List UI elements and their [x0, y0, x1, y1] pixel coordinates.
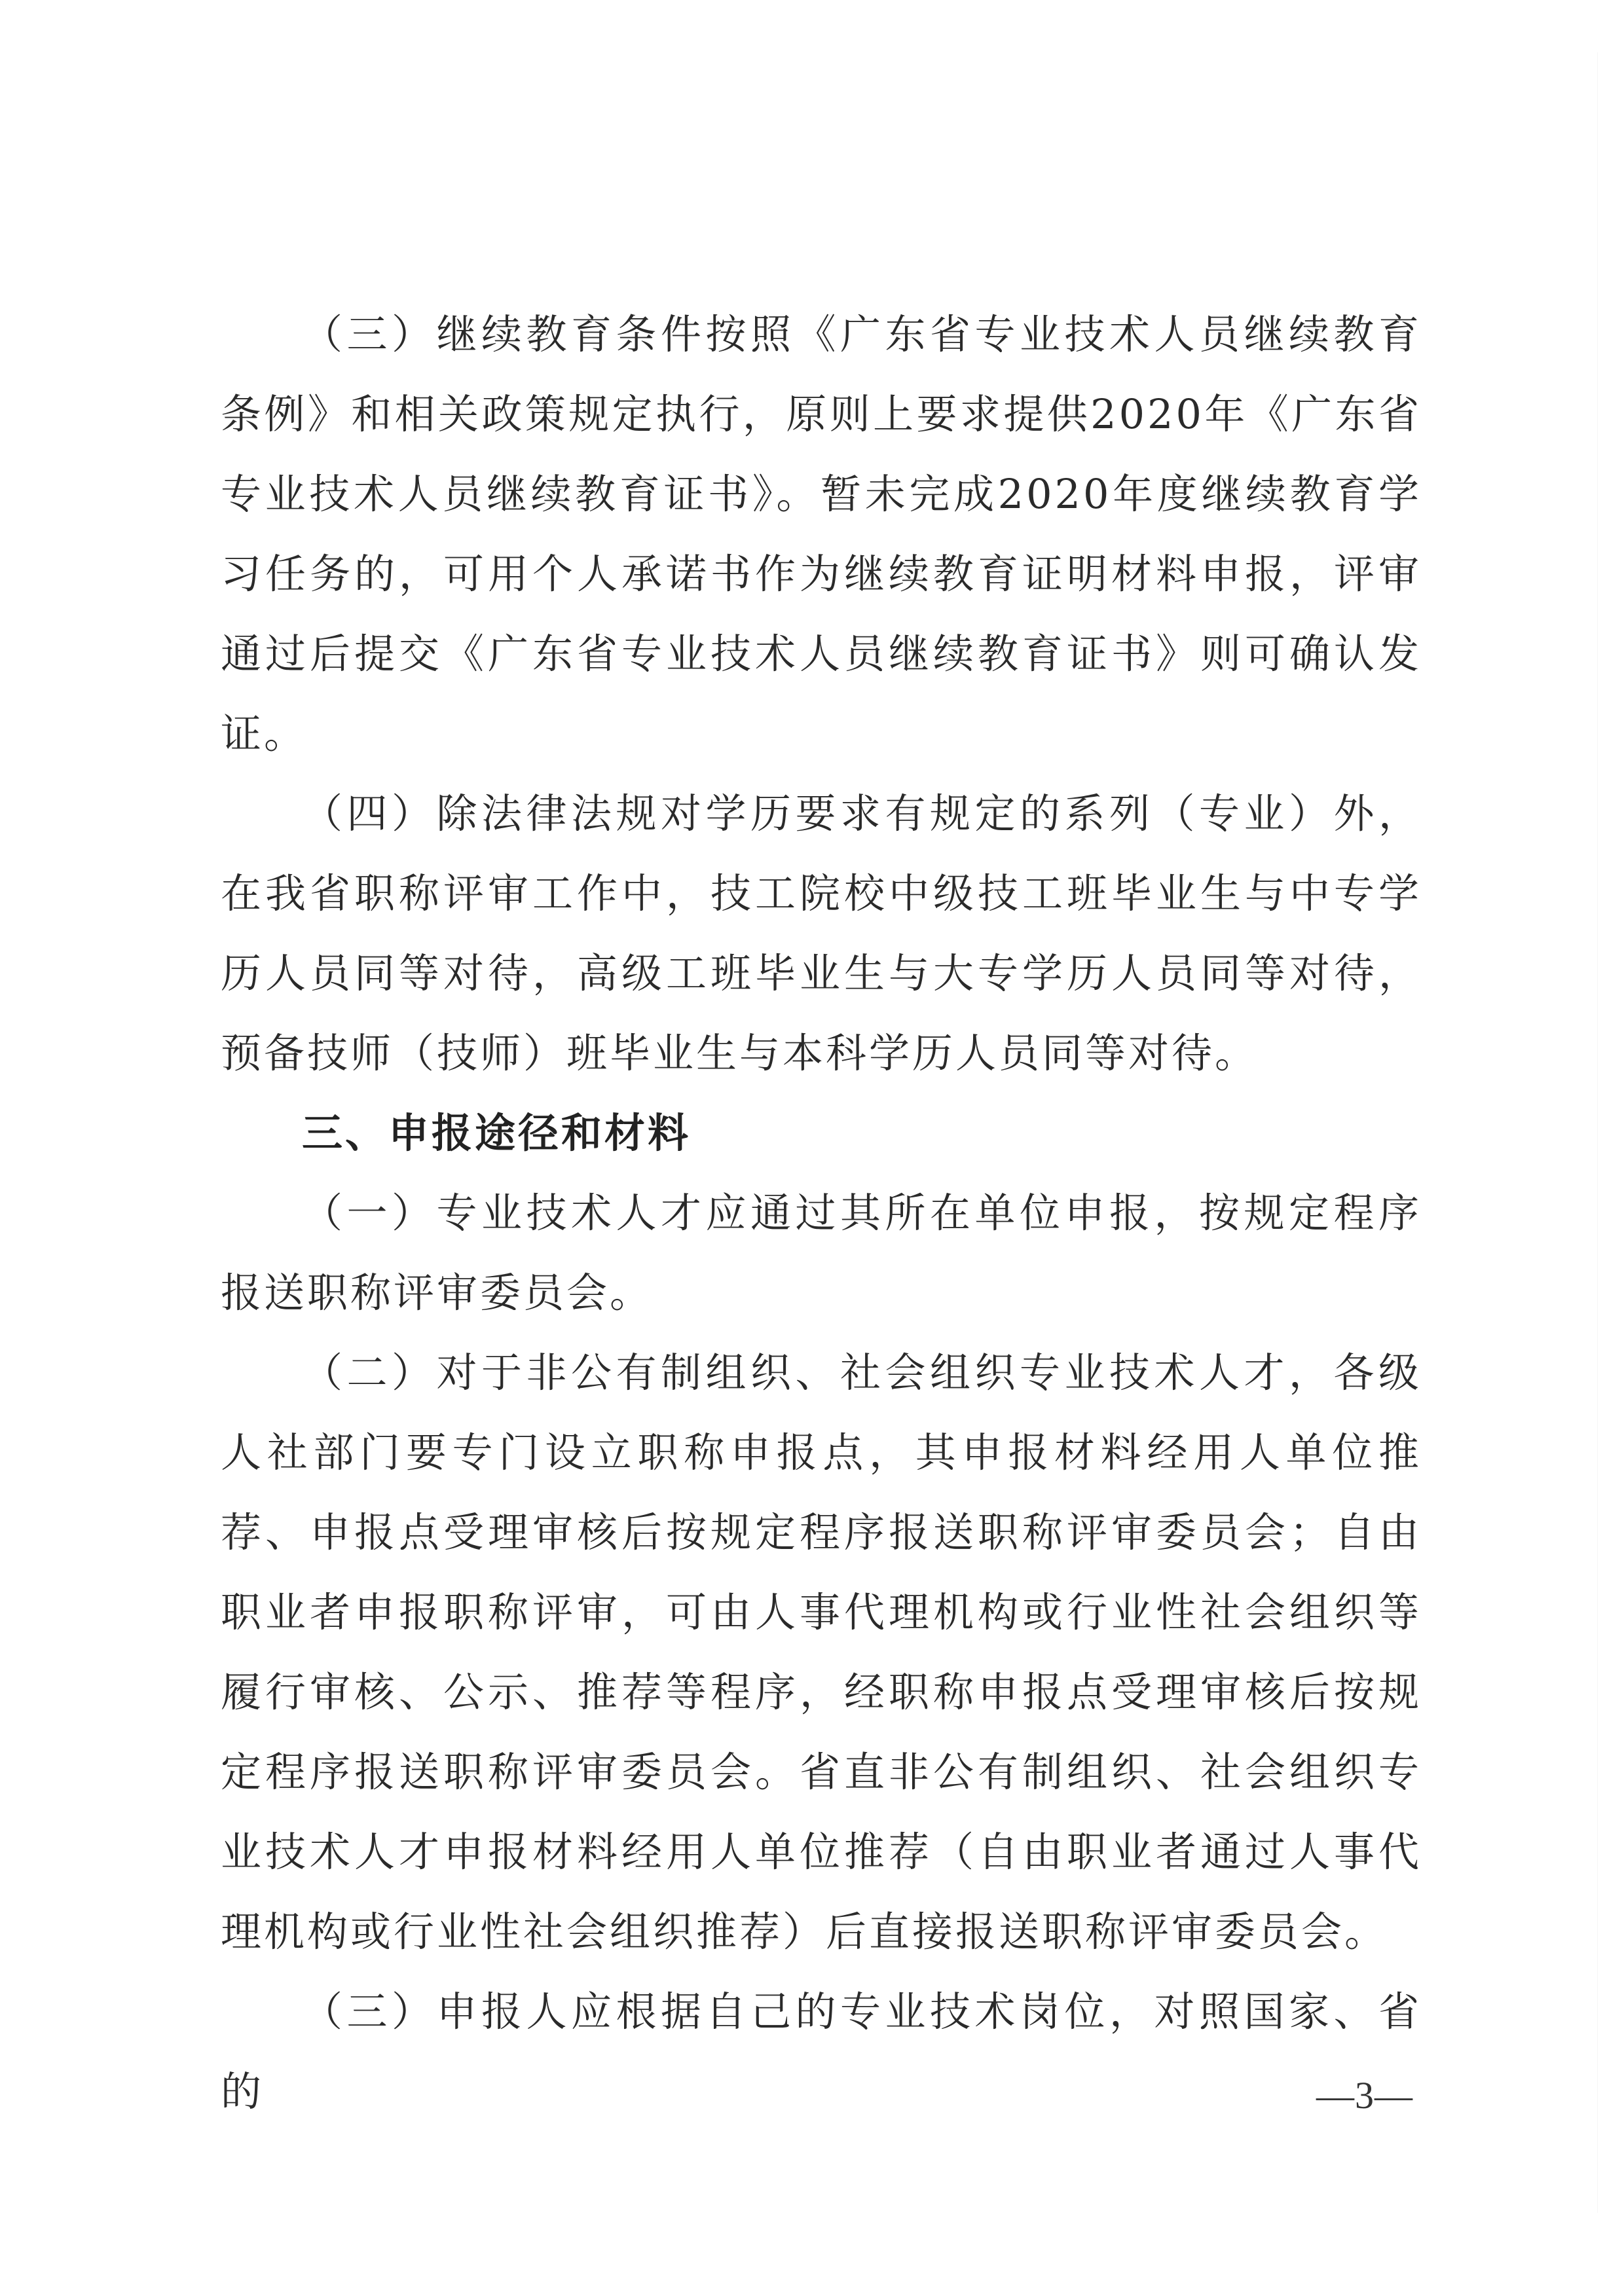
scan-edge-line — [1597, 52, 1598, 2213]
section-heading-application-channels: 三、申报途径和材料 — [302, 1109, 692, 1157]
paragraph-academic-equivalence: （四）除法律法规对学历要求有规定的系列（专业）外，在我省职称评审工作中，技工院校中级技工班毕业生与中专学历人员同等对待，高级工班毕业生与大专学历人员同等对待，预备技师（技师）班毕业生与本科学历人员同等对待。 — [221, 790, 1422, 1077]
page-number: —3— — [1316, 2074, 1413, 2117]
paragraph-continuing-education: （三）继续教育条件按照《广东省专业技术人员继续教育条例》和相关政策规定执行，原则上要求提供2020年《广东省专业技术人员继续教育证书》。暂未完成2020年度继续教育学习任务的，可用个人承诺书作为继续教育证明材料申报，评审通过后提交《广东省专业技术人员继续教育证书》则可确认发证。 — [221, 310, 1422, 757]
paragraph-applicant-position: （三）申报人应根据自己的专业技术岗位，对照国家、省的 — [221, 1988, 1422, 2115]
paragraph-non-public-organizations: （二）对于非公有制组织、社会组织专业技术人才，各级人社部门要专门设立职称申报点，其申报材料经用人单位推荐、申报点受理审核后按规定程序报送职称评审委员会；自由职业者申报职称评审，可由人事代理机构或行业性社会组织等履行审核、公示、推荐等程序，经职称申报点受理审核后按规定程序报送职称评审委员会。省直非公有制组织、社会组织专业技术人才申报材料经用人单位推荐（自由职业者通过人事代理机构或行业性社会组织推荐）后直接报送职称评审委员会。 — [221, 1349, 1422, 1956]
paragraph-apply-through-employer: （一）专业技术人才应通过其所在单位申报，按规定程序报送职称评审委员会。 — [221, 1189, 1422, 1317]
document-body — [221, 295, 1422, 2132]
